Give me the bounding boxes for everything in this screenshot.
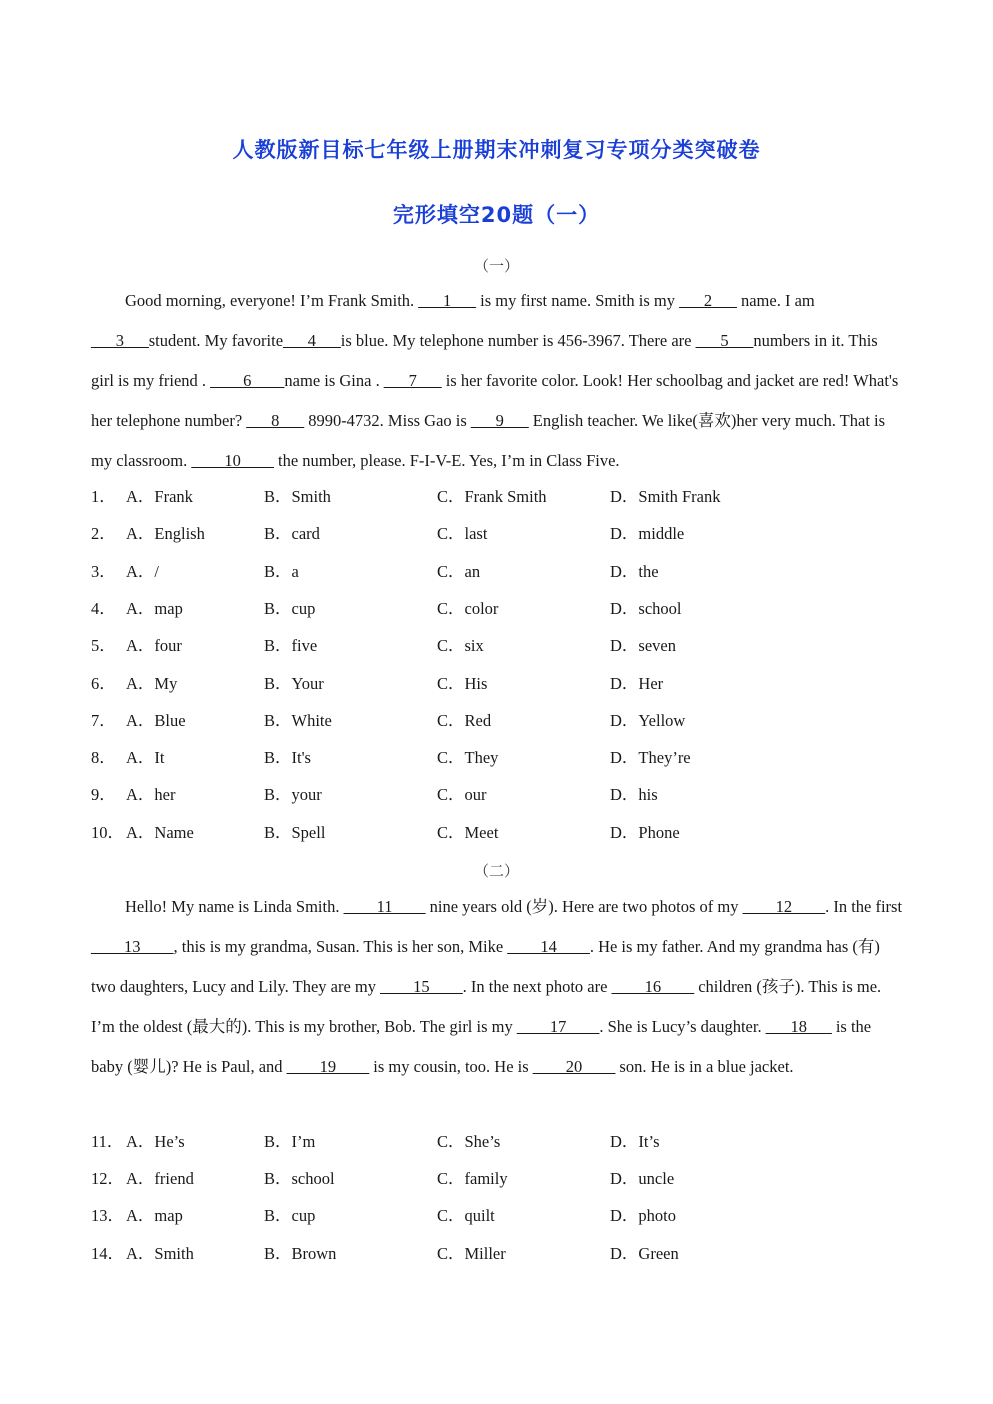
question-number: 4． — [91, 598, 116, 618]
answer-blank[interactable]: ____13____ — [91, 937, 174, 956]
option-d[interactable]: D．Yellow — [610, 710, 686, 730]
answer-blank[interactable]: ____17____ — [516, 1017, 600, 1036]
passage-text: numbers in it. This girl is my friend . — [91, 331, 878, 390]
question-row — [91, 1123, 903, 1160]
passage-text: name. I am — [736, 291, 815, 310]
answer-blank[interactable]: ____6____ — [210, 371, 285, 390]
answer-blank[interactable]: ____14____ — [507, 937, 590, 956]
question-row — [91, 1160, 903, 1197]
option-b[interactable]: B．White — [264, 710, 332, 730]
cloze-passage — [91, 281, 903, 481]
passage-text: children (孩子). This is me. I’m the oldest (最大的). This is my brother, Bob. The girl is my — [91, 977, 882, 1036]
option-b[interactable]: B．Spell — [264, 822, 326, 842]
option-b[interactable]: B．school — [264, 1169, 335, 1189]
question-number: 6． — [91, 673, 116, 693]
question-row — [91, 1197, 903, 1234]
question-number: 8． — [91, 748, 116, 768]
section-label: （二） — [473, 864, 519, 880]
option-a[interactable]: A．Smith — [126, 1243, 194, 1263]
answer-blank[interactable]: ____19____ — [286, 1057, 370, 1076]
option-b[interactable]: B．I’m — [264, 1132, 316, 1151]
option-a[interactable]: A．/ — [126, 561, 159, 581]
answer-blank[interactable]: ___9___ — [470, 411, 529, 430]
passage-text: English teacher. We like(喜欢)her very much. That is my classroom. — [91, 411, 886, 470]
passage-text: son. He is in a blue jacket. — [615, 1057, 794, 1076]
answer-blank[interactable]: ____12____ — [742, 897, 826, 916]
option-c[interactable]: C．They — [437, 748, 499, 768]
answer-blank[interactable]: ___1___ — [418, 291, 477, 310]
option-d[interactable]: D．Green — [610, 1243, 679, 1263]
passage-text: is my first name. Smith is my — [476, 291, 680, 310]
option-c[interactable]: C．an — [437, 561, 481, 581]
option-b[interactable]: B．cup — [264, 598, 316, 618]
option-d[interactable]: D．his — [610, 785, 658, 805]
option-b[interactable]: B．card — [264, 524, 320, 544]
passage-text: 8990-4732. Miss Gao is — [304, 411, 471, 430]
option-b[interactable]: B．cup — [264, 1206, 316, 1226]
question-row — [91, 1235, 903, 1272]
option-b[interactable]: B．Smith — [264, 487, 331, 506]
answer-blank[interactable]: ____16____ — [611, 977, 695, 996]
option-b[interactable]: B．Your — [264, 673, 324, 693]
option-a[interactable]: A．her — [126, 785, 176, 805]
option-b[interactable]: B．five — [264, 636, 318, 656]
passage-text: Hello! My name is Linda Smith. — [125, 897, 344, 916]
question-number: 14． — [91, 1243, 124, 1263]
question-row — [91, 702, 903, 739]
answer-blank[interactable]: ___3___ — [91, 331, 149, 350]
passage-text: . He is my father. And my grandma has (有) two daughters, Lucy and Lily. They are my — [91, 937, 880, 996]
option-a[interactable]: A．Name — [126, 822, 194, 842]
option-c[interactable]: C．six — [437, 636, 484, 656]
option-a[interactable]: A．friend — [126, 1169, 194, 1189]
question-number: 13． — [91, 1206, 124, 1226]
passage-text: is the baby (婴儿)? He is Paul, and — [91, 1017, 872, 1076]
passage-text: is my cousin, too. He is — [369, 1057, 533, 1076]
option-c[interactable]: C．family — [437, 1169, 508, 1189]
option-b[interactable]: B．a — [264, 561, 299, 581]
passage-text: the number, please. F-I-V-E. Yes, I’m in Class Five. — [273, 451, 620, 470]
passage-text: . She is Lucy’s daughter. — [599, 1017, 766, 1036]
passage-text: Good morning, everyone! I’m Frank Smith. — [125, 291, 419, 310]
answer-blank[interactable]: ___2___ — [679, 291, 737, 310]
question-number: 1． — [91, 487, 116, 506]
option-c[interactable]: C．color — [437, 598, 499, 618]
option-d[interactable]: D．Her — [610, 673, 664, 693]
answer-blank[interactable]: ____11____ — [343, 897, 426, 916]
passage-text: name is Gina . — [284, 371, 384, 390]
option-d[interactable]: D．school — [610, 598, 682, 618]
question-number: 7． — [91, 710, 116, 730]
option-a[interactable]: A．Blue — [126, 710, 186, 730]
answer-blank[interactable]: ___7___ — [383, 371, 442, 390]
question-number: 11． — [91, 1132, 124, 1151]
option-c[interactable]: C．Frank Smith — [437, 487, 547, 506]
option-c[interactable]: C．Meet — [437, 822, 499, 842]
question-number: 9． — [91, 785, 116, 805]
question-row — [91, 515, 903, 552]
option-c[interactable]: C．our — [437, 785, 487, 805]
question-number: 12． — [91, 1169, 124, 1189]
answer-blank[interactable]: ___18___ — [765, 1017, 832, 1036]
option-a[interactable]: A．English — [126, 524, 205, 544]
option-d[interactable]: D．Phone — [610, 822, 680, 842]
passage-text: . In the first — [825, 897, 903, 916]
answer-blank[interactable]: ____20____ — [532, 1057, 616, 1076]
option-a[interactable]: A．four — [126, 636, 182, 656]
option-c[interactable]: C．quilt — [437, 1206, 495, 1226]
answer-blank[interactable]: ___8___ — [246, 411, 305, 430]
passage-text: , this is my grandma, Susan. This is her son, Mike — [173, 937, 508, 956]
option-d[interactable]: D．They’re — [610, 748, 691, 768]
answer-blank[interactable]: ___4___ — [283, 331, 341, 350]
option-d[interactable]: D．the — [610, 561, 659, 581]
answer-blank[interactable]: ____10____ — [191, 451, 274, 470]
option-a[interactable]: A．map — [126, 1206, 183, 1226]
question-row — [91, 553, 903, 590]
document-subtitle: 完形填空20题（一） — [392, 203, 601, 227]
question-row — [91, 590, 903, 627]
section-label: （一） — [473, 259, 519, 275]
question-row — [91, 478, 903, 515]
question-number: 5． — [91, 636, 116, 656]
option-d[interactable]: D．middle — [610, 524, 685, 544]
question-row — [91, 739, 903, 776]
option-a[interactable]: A．Frank — [126, 487, 193, 506]
passage-text: nine years old (岁). Here are two photos of my — [425, 897, 743, 916]
option-c[interactable]: C．last — [437, 524, 488, 544]
document-title: 人教版新目标七年级上册期末冲刺复习专项分类突破卷 — [232, 138, 761, 162]
option-a[interactable]: A．map — [126, 598, 183, 618]
option-d[interactable]: D．photo — [610, 1206, 676, 1226]
cloze-passage — [91, 887, 903, 1087]
option-d[interactable]: D．seven — [610, 636, 676, 656]
option-a[interactable]: A．My — [126, 673, 178, 693]
passage-text: . In the next photo are — [462, 977, 612, 996]
option-b[interactable]: B．It's — [264, 748, 311, 768]
option-a[interactable]: A．He’s — [126, 1132, 185, 1151]
passage-text: is blue. My telephone number is 456-3967. There are — [340, 331, 696, 350]
option-c[interactable]: C．She’s — [437, 1132, 501, 1151]
question-number: 10． — [91, 822, 124, 842]
question-row — [91, 776, 903, 813]
passage-text: is her favorite color. Look! Her schoolbag and jacket are red! What's her telephone number? — [91, 371, 899, 430]
option-a[interactable]: A．It — [126, 748, 165, 768]
answer-blank[interactable]: ___5___ — [695, 331, 754, 350]
option-c[interactable]: C．His — [437, 673, 488, 693]
question-number: 3． — [91, 561, 116, 581]
question-row — [91, 814, 903, 851]
option-b[interactable]: B．your — [264, 785, 322, 805]
answer-blank[interactable]: ____15____ — [380, 977, 463, 996]
option-d[interactable]: D．Smith Frank — [610, 487, 721, 506]
option-b[interactable]: B．Brown — [264, 1243, 337, 1263]
question-row — [91, 665, 903, 702]
option-c[interactable]: C．Miller — [437, 1243, 506, 1263]
question-number: 2． — [91, 524, 116, 544]
option-c[interactable]: C．Red — [437, 710, 492, 730]
question-row — [91, 627, 903, 664]
option-d[interactable]: D．uncle — [610, 1169, 675, 1189]
passage-text: student. My favorite — [148, 331, 284, 350]
option-d[interactable]: D．It’s — [610, 1132, 660, 1151]
